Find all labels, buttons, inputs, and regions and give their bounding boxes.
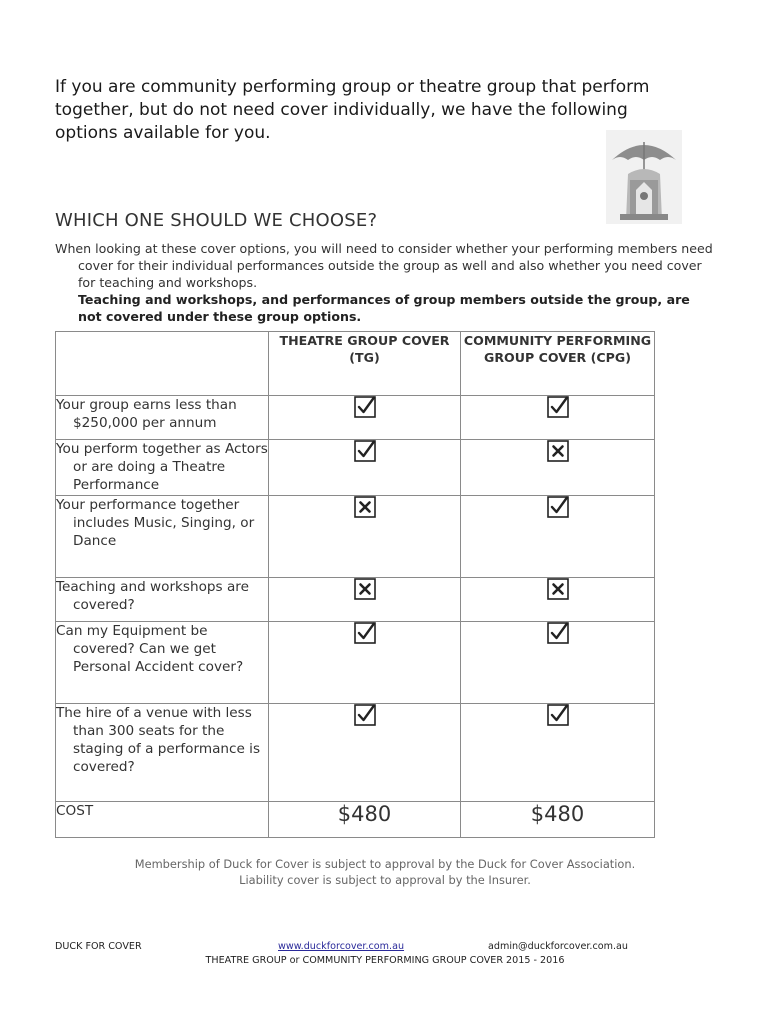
cell-tg — [269, 704, 461, 802]
header-blank — [56, 332, 269, 396]
cell-tg — [269, 440, 461, 496]
checkbox-checked-icon — [354, 403, 376, 422]
cost-label: COST — [56, 802, 269, 838]
umbrella-logo-icon — [606, 130, 682, 224]
row-label-text: Your group earns less than $250,000 per annum — [56, 397, 237, 431]
row-label — [56, 496, 269, 578]
cell-cpg — [461, 622, 655, 704]
row-label-text: The hire of a venue with less than 300 seats for the staging of a performance is covered? — [56, 705, 261, 775]
table-row — [56, 704, 655, 802]
checkbox-crossed-icon — [547, 585, 569, 604]
cell-cpg — [461, 396, 655, 440]
table-row — [56, 578, 655, 622]
checkbox-crossed-icon — [547, 447, 569, 466]
note-line-1: Membership of Duck for Cover is subject to approval by the Duck for Cover Association. — [134, 857, 636, 871]
cover-comparison-table — [55, 331, 655, 838]
checkbox-checked-icon — [547, 503, 569, 522]
table-row — [56, 440, 655, 496]
checkbox-crossed-icon — [354, 503, 376, 522]
checkbox-checked-icon — [547, 711, 569, 730]
cell-cpg — [461, 704, 655, 802]
note-line-2: Liability cover is subject to approval by the Insurer. — [239, 873, 531, 887]
footer-website-link[interactable]: www.duckforcover.com.au — [278, 941, 405, 952]
checkbox-checked-icon — [354, 629, 376, 648]
footer-org-name: DUCK FOR COVER — [55, 941, 142, 952]
row-label — [56, 622, 269, 704]
checkbox-checked-icon — [354, 711, 376, 730]
footer-document-title: THEATRE GROUP or COMMUNITY PERFORMING GROUP COVER 2015 - 2016 — [205, 955, 565, 966]
checkbox-crossed-icon — [354, 585, 376, 604]
description-warning: Teaching and workshops, and performances of group members outside the group, are not covered under these group options. — [78, 292, 690, 324]
cell-tg — [269, 578, 461, 622]
table-header-row — [56, 332, 655, 396]
row-label — [56, 440, 269, 496]
checkbox-checked-icon — [547, 629, 569, 648]
row-label-text: Teaching and workshops are covered? — [56, 579, 249, 613]
approval-note — [90, 856, 680, 888]
description — [55, 240, 715, 325]
header-community-group: COMMUNITY PERFORMING GROUP COVER (CPG) — [461, 332, 655, 396]
table-row — [56, 396, 655, 440]
description-text: When looking at these cover options, you will need to consider whether your performing members need cover for their individual performances outside the group as well and also whether you need cover for teaching and workshops. — [55, 241, 713, 290]
cell-tg — [269, 396, 461, 440]
cell-tg — [269, 622, 461, 704]
checkbox-checked-icon — [547, 403, 569, 422]
section-heading: WHICH ONE SHOULD WE CHOOSE? — [55, 210, 378, 231]
intro-paragraph: If you are community performing group or theatre group that perform together, but do not need cover individually, we have the following options available for you. — [55, 77, 650, 143]
row-label-text: Your performance together includes Music, Singing, or Dance — [56, 497, 255, 549]
checkbox-checked-icon — [354, 447, 376, 466]
row-label — [56, 704, 269, 802]
row-label-text: Can my Equipment be covered? Can we get Personal Accident cover? — [56, 623, 244, 675]
cost-tg: $480 — [269, 802, 461, 838]
header-theatre-group: THEATRE GROUP COVER (TG) — [269, 332, 461, 396]
table-row — [56, 496, 655, 578]
footer-email: admin@duckforcover.com.au — [488, 941, 628, 952]
cost-row — [56, 802, 655, 838]
cost-cpg: $480 — [461, 802, 655, 838]
cell-tg — [269, 496, 461, 578]
row-label-text: You perform together as Actors or are doing a Theatre Performance — [56, 441, 268, 493]
cell-cpg — [461, 578, 655, 622]
row-label — [56, 396, 269, 440]
cell-cpg — [461, 440, 655, 496]
table-row — [56, 622, 655, 704]
row-label — [56, 578, 269, 622]
cell-cpg — [461, 496, 655, 578]
